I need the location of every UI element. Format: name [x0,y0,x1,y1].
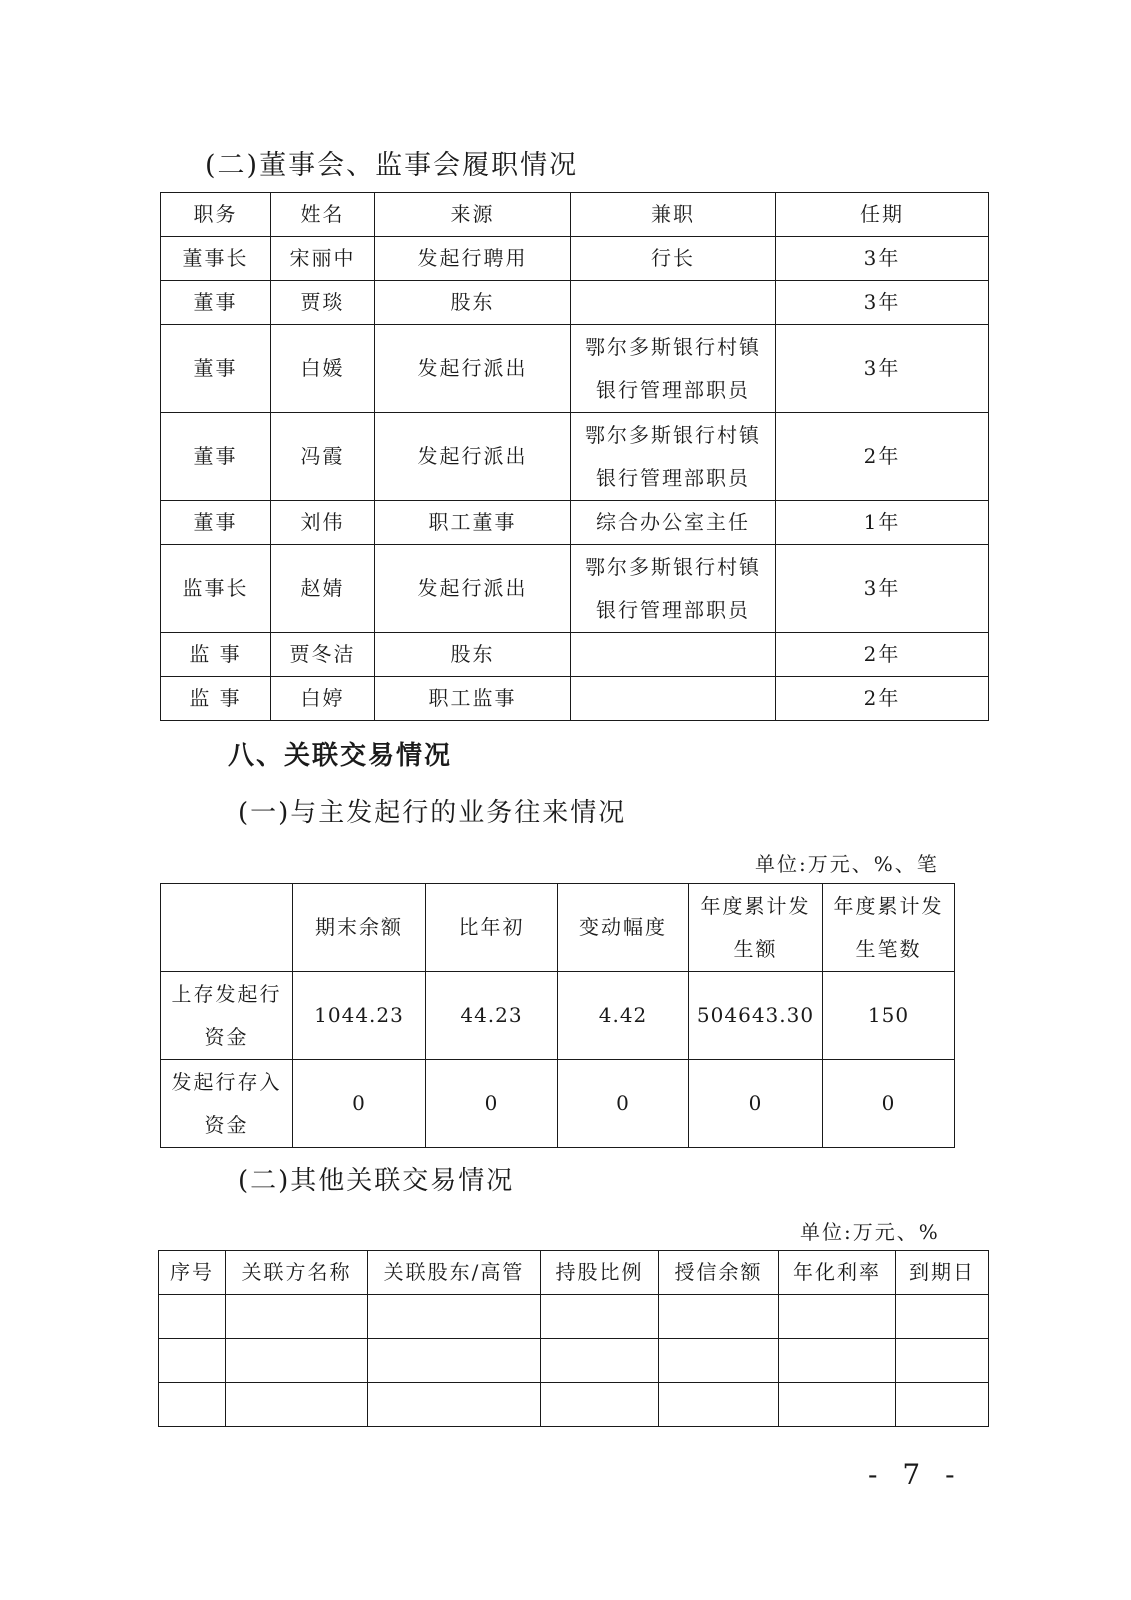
table-cell: 职工董事 [375,501,571,545]
column-header: 关联方名称 [226,1251,368,1295]
table-cell: 上存发起行 资金 [161,972,293,1060]
table-row [159,1383,989,1427]
table-cell: 冯霞 [271,413,375,501]
related-section-title: 八、关联交易情况 [228,741,453,771]
table-cell: 44.23 [426,972,558,1060]
column-header: 持股比例 [541,1251,659,1295]
table-cell: 董事长 [161,237,271,281]
table-row [159,1339,989,1383]
table-cell [896,1339,989,1383]
table-cell [159,1339,226,1383]
table-cell: 150 [823,972,955,1060]
table-cell [159,1295,226,1339]
table-cell: 董事 [161,413,271,501]
table-cell [226,1295,368,1339]
table-row [161,972,955,1060]
table-cell [779,1339,896,1383]
table-cell: 职工监事 [375,677,571,721]
table-cell: 董事 [161,501,271,545]
table-cell: 2年 [776,413,989,501]
table-row [159,1295,989,1339]
other-related-table [158,1250,989,1427]
table-cell [571,281,776,325]
column-header: 年度累计发 生笔数 [823,884,955,972]
table-cell [226,1383,368,1427]
table-row [161,633,989,677]
table-cell: 鄂尔多斯银行村镇 银行管理部职员 [571,413,776,501]
board-table [160,192,989,721]
header-row [159,1251,989,1295]
column-header: 比年初 [426,884,558,972]
table-cell: 0 [823,1060,955,1148]
table-cell: 监 事 [161,633,271,677]
table-cell: 3年 [776,325,989,413]
table-cell: 发起行派出 [375,413,571,501]
table-cell: 宋丽中 [271,237,375,281]
table-cell: 董事 [161,281,271,325]
board-section-title: (二)董事会、监事会履职情况 [205,150,579,181]
table-cell: 4.42 [558,972,689,1060]
sub1-unit: 单位:万元、%、笔 [755,852,939,876]
table-row [161,413,989,501]
table-cell [659,1295,779,1339]
header-row [161,193,989,237]
table-cell: 发起行派出 [375,545,571,633]
table-cell: 0 [558,1060,689,1148]
table-cell: 股东 [375,281,571,325]
table-cell: 监事长 [161,545,271,633]
table-cell: 0 [293,1060,426,1148]
table-cell [779,1295,896,1339]
table-cell [226,1339,368,1383]
table-cell: 股东 [375,633,571,677]
table-cell [779,1383,896,1427]
table-cell: 刘伟 [271,501,375,545]
parent-bank-table [160,883,955,1148]
column-header: 关联股东/高管 [368,1251,541,1295]
table-cell: 1044.23 [293,972,426,1060]
table-cell: 2年 [776,633,989,677]
table-cell: 3年 [776,237,989,281]
table-cell [368,1295,541,1339]
column-header: 兼职 [571,193,776,237]
table-row [161,545,989,633]
column-header [161,884,293,972]
table-cell [368,1383,541,1427]
table-cell: 赵婧 [271,545,375,633]
table-cell: 0 [426,1060,558,1148]
table-cell: 董事 [161,325,271,413]
page-number: - 7 - [868,1458,963,1491]
table-row [161,281,989,325]
table-cell: 鄂尔多斯银行村镇 银行管理部职员 [571,325,776,413]
table-row [161,677,989,721]
table-cell [571,633,776,677]
table-cell [659,1383,779,1427]
sub2-unit: 单位:万元、% [800,1220,940,1244]
table-row [161,1060,955,1148]
sub2-title: (二)其他关联交易情况 [238,1166,515,1196]
column-header: 期末余额 [293,884,426,972]
table-cell: 发起行存入 资金 [161,1060,293,1148]
table-cell: 行长 [571,237,776,281]
column-header: 任期 [776,193,989,237]
table-cell: 综合办公室主任 [571,501,776,545]
table-cell: 监 事 [161,677,271,721]
table-cell [368,1339,541,1383]
table-cell [896,1383,989,1427]
table-cell [159,1383,226,1427]
table-row [161,501,989,545]
column-header: 年化利率 [779,1251,896,1295]
table-cell [896,1295,989,1339]
table-cell: 发起行派出 [375,325,571,413]
table-cell: 2年 [776,677,989,721]
table-row [161,325,989,413]
column-header: 授信余额 [659,1251,779,1295]
header-row [161,884,955,972]
table-cell: 鄂尔多斯银行村镇 银行管理部职员 [571,545,776,633]
table-cell [659,1339,779,1383]
table-cell: 白婷 [271,677,375,721]
table-cell [541,1295,659,1339]
column-header: 姓名 [271,193,375,237]
column-header: 来源 [375,193,571,237]
table-cell: 3年 [776,281,989,325]
column-header: 序号 [159,1251,226,1295]
table-cell [541,1383,659,1427]
sub1-title: (一)与主发起行的业务往来情况 [238,798,627,828]
table-cell: 0 [689,1060,823,1148]
column-header: 到期日 [896,1251,989,1295]
table-row [161,237,989,281]
table-cell [571,677,776,721]
table-cell [541,1339,659,1383]
table-cell: 1年 [776,501,989,545]
table-cell: 发起行聘用 [375,237,571,281]
column-header: 年度累计发 生额 [689,884,823,972]
table-cell: 白媛 [271,325,375,413]
column-header: 变动幅度 [558,884,689,972]
table-cell: 贾琰 [271,281,375,325]
table-cell: 504643.30 [689,972,823,1060]
column-header: 职务 [161,193,271,237]
table-cell: 贾冬洁 [271,633,375,677]
table-cell: 3年 [776,545,989,633]
